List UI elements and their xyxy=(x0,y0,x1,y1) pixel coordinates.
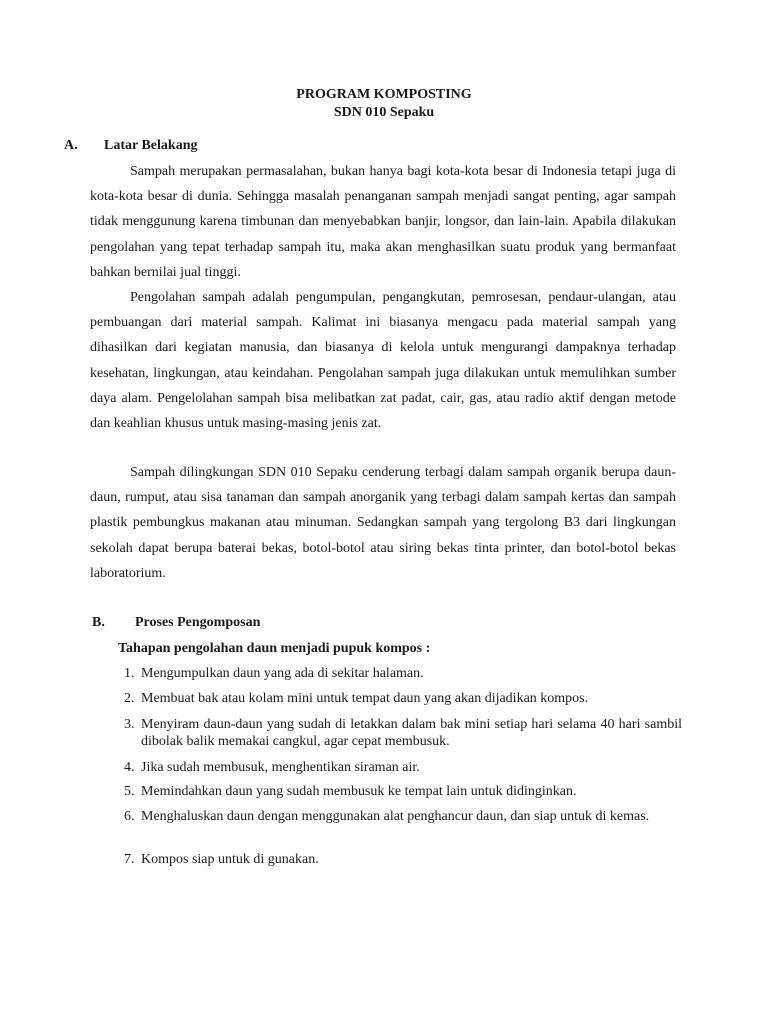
step-number: 5. xyxy=(124,784,135,799)
document-subtitle: SDN 010 Sepaku xyxy=(333,105,435,120)
step-text: Membuat bak atau kolam mini untuk tempat daun yang akan dijadikan kompos. xyxy=(141,691,589,706)
list-item xyxy=(118,783,682,800)
step-text: Memindahkan daun yang sudah membusuk ke tempat lain untuk didinginkan. xyxy=(141,784,577,799)
paragraph-1: Sampah merupakan permasalahan, bukan hanya bagi kota-kota besar di Indonesia tetapi juga di kota-kota besar di dunia. Sehingga masalah penanganan sampah menjadi sangat penting, agar sampah tidak menggunung karena timbunan dan menyebabkan banjir, longsor, dan lain-lain. Apabila dilakukan pengolahan yang tepat terhadap sampah itu, maka akan menghasilkan suatu produk yang bermanfaat bahkan bernilai jual tinggi. xyxy=(90,164,676,280)
step-number: 4. xyxy=(124,760,135,775)
step-text: Mengumpulkan daun yang ada di sekitar halaman. xyxy=(141,666,424,681)
section-a-number: A. xyxy=(64,138,78,153)
step-text: Jika sudah membusuk, menghentikan siraman air. xyxy=(141,760,420,775)
document-title: PROGRAM KOMPOSTING xyxy=(296,87,472,102)
list-item xyxy=(118,690,682,707)
list-item xyxy=(118,808,682,825)
list-item xyxy=(118,851,682,868)
paragraph-3: Sampah dilingkungan SDN 010 Sepaku cenderung terbagi dalam sampah organik berupa daun-daun, rumput, atau sisa tanaman dan sampah anorganik yang terbagi dalam sampah kertas dan sampah plastik pembungkus makanan atau minuman. Sedangkan sampah yang tergolong B3 dari lingkungan sekolah dapat berupa baterai bekas, botol-botol atau siring bekas tinta printer, dan botol-botol bekas laboratorium. xyxy=(90,465,676,581)
step-number: 2. xyxy=(124,691,135,706)
section-a-title: Latar Belakang xyxy=(104,138,198,153)
list-item xyxy=(118,665,682,682)
step-number: 3. xyxy=(124,717,135,732)
section-b-number: B. xyxy=(92,615,105,630)
step-number: 1. xyxy=(124,666,135,681)
list-item xyxy=(118,716,682,750)
steps-subheading: Tahapan pengolahan daun menjadi pupuk kompos : xyxy=(118,641,431,656)
step-text: Menyiram daun-daun yang sudah di letakkan dalam bak mini setiap hari selama 40 hari sambil dibolak balik memakai cangkul, agar cepat membusuk. xyxy=(141,717,682,749)
section-b-title: Proses Pengomposan xyxy=(135,615,261,630)
step-number: 6. xyxy=(124,809,135,824)
paragraph-2: Pengolahan sampah adalah pengumpulan, pengangkutan, pemrosesan, pendaur-ulangan, atau pembuangan dari material sampah. Kalimat ini biasanya mengacu pada material sampah yang dihasilkan dari kegiatan manusia, dan biasanya di kelola untuk mengurangi dampaknya terhadap kesehatan, lingkungan, atau keindahan. Pengolahan sampah juga dilakukan untuk memulihkan sumber daya alam. Pengelolahan sampah bisa melibatkan zat padat, cair, gas, atau radio aktif dengan metode dan keahlian khusus untuk masing-masing jenis zat. xyxy=(90,290,676,432)
step-text: Kompos siap untuk di gunakan. xyxy=(141,852,319,867)
list-item xyxy=(118,759,682,776)
step-text: Menghaluskan daun dengan menggunakan alat penghancur daun, dan siap untuk di kemas. xyxy=(141,809,650,824)
step-number: 7. xyxy=(124,852,135,867)
